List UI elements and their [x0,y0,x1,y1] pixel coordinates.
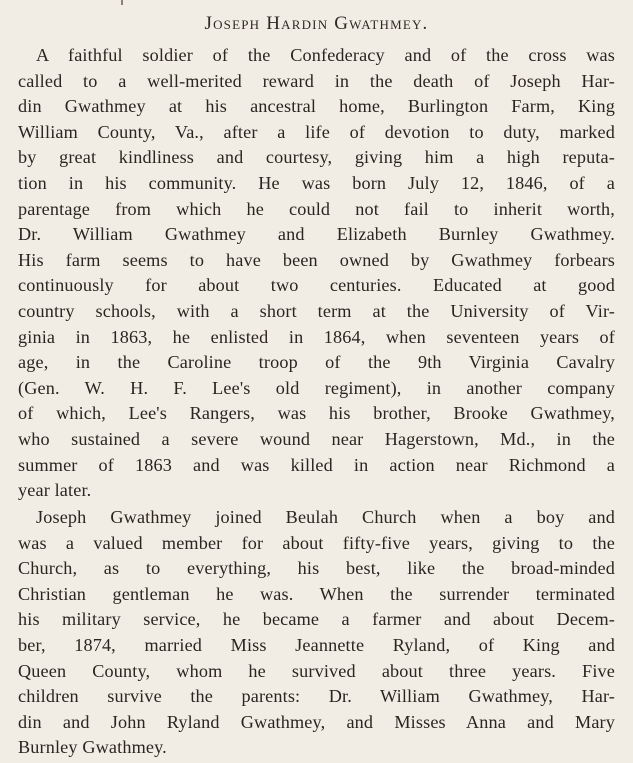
text-line: Queen County, whom he survived about three years. Five [18,660,615,681]
text-line: din Gwathmey at his ancestral home, Burlington Farm, King [18,96,615,117]
text-line: Church, as to everything, his best, like the broad-minded [18,558,615,579]
page-edge-mark [121,0,123,5]
text-line: who sustained a severe wound near Hagerstown, Md., in the [18,428,615,449]
text-line: age, in the Caroline troop of the 9th Virginia Cavalry [18,352,615,373]
text-line: by great kindliness and courtesy, giving him a high reputa- [18,147,615,168]
text-line: parentage from which he could not fail to inherit worth, [18,198,615,219]
text-line: his military service, he became a farmer and about Decem- [18,609,615,630]
text-line: tion in his community. He was born July 12, 1846, of a [18,172,615,193]
text-line: Joseph Gwathmey joined Beulah Church when a boy and [36,507,615,527]
text-line: (Gen. W. H. F. Lee's old regiment), in another company [18,377,615,398]
text-line: A faithful soldier of the Confederacy and of the cross was [36,45,615,65]
text-line: called to a well-merited reward in the death of Joseph Har- [18,70,615,91]
text-line: William County, Va., after a life of devotion to duty, marked [18,121,615,142]
text-line: of which, Lee's Rangers, was his brother, Brooke Gwathmey, [18,403,615,424]
text-line: summer of 1863 and was killed in action near Richmond a [18,454,615,475]
paragraph-2 [18,505,615,761]
text-line: Burnley Gwathmey. [18,737,167,758]
text-line: Christian gentleman he was. When the surrender terminated [18,583,615,604]
text-line: year later. [18,480,92,501]
text-line: Dr. William Gwathmey and Elizabeth Burnley Gwathmey. [18,224,615,245]
text-line: children survive the parents: Dr. William Gwathmey, Har- [18,686,615,707]
obituary-title: Joseph Hardin Gwathmey. [204,13,429,34]
text-line: was a valued member for about fifty-five years, giving to the [18,532,615,553]
text-line: ginia in 1863, he enlisted in 1864, when seventeen years of [18,326,615,347]
text-line: continuously for about two centuries. Educated at good [18,275,615,296]
text-line: ber, 1874, married Miss Jeannette Ryland, of King and [18,634,615,655]
text-line: din and John Ryland Gwathmey, and Misses Anna and Mary [18,711,615,732]
paragraph-1 [18,43,615,504]
text-line: country schools, with a short term at the University of Vir- [18,300,615,321]
text-line: His farm seems to have been owned by Gwathmey forbears [18,249,615,270]
